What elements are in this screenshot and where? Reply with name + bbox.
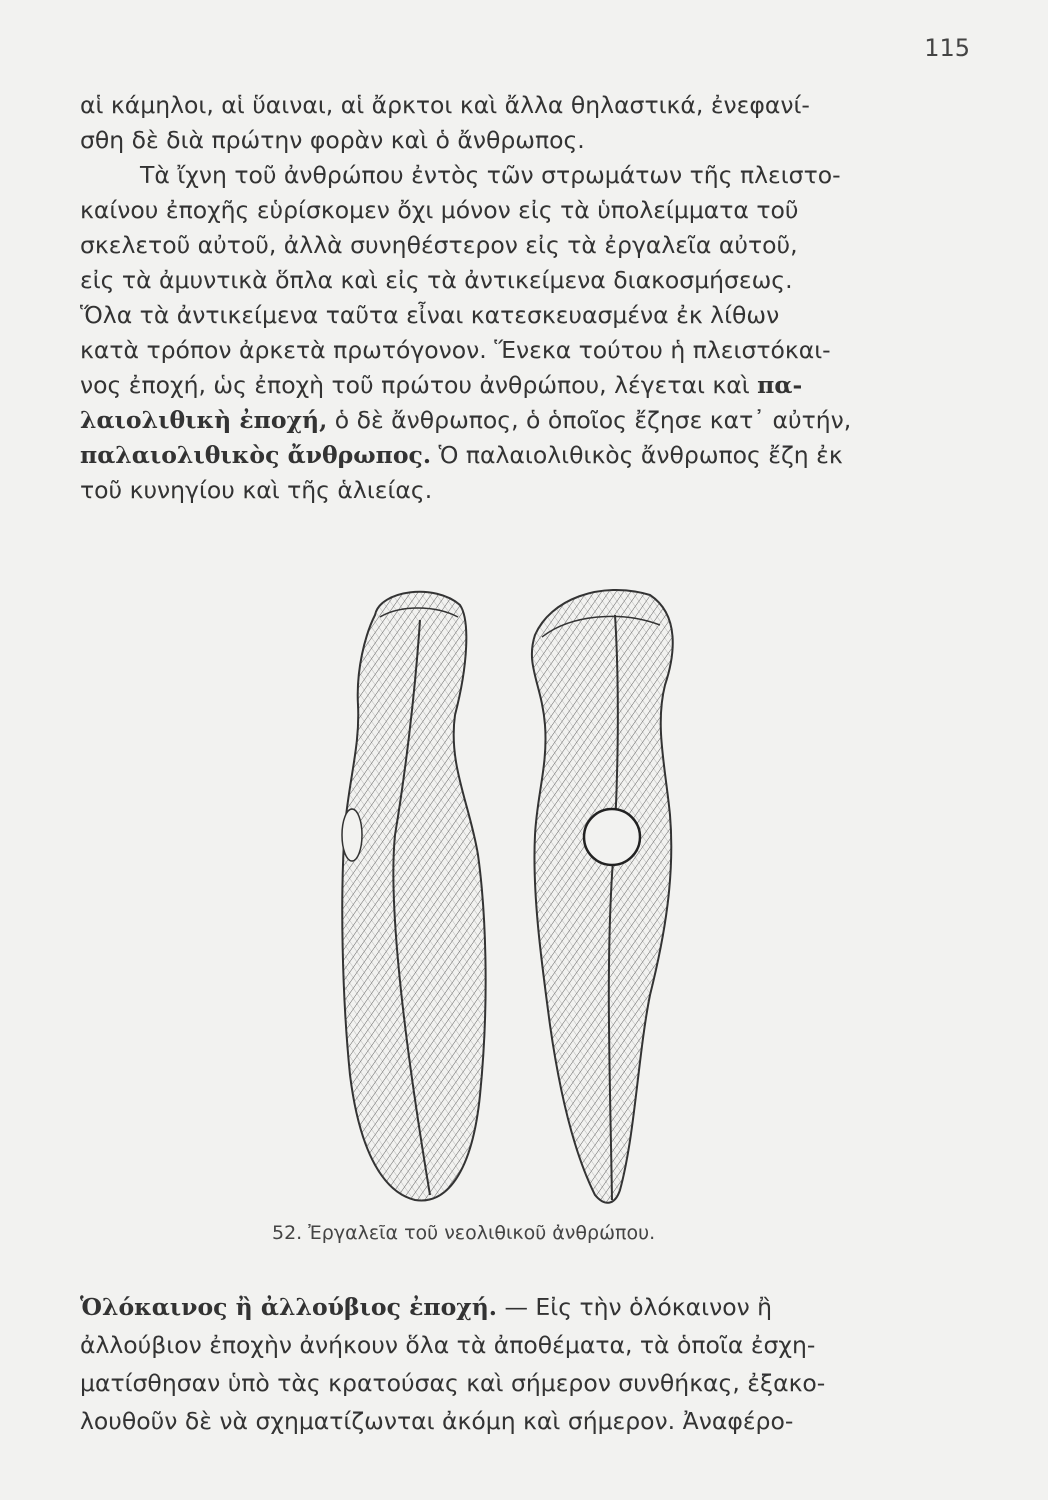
text-line	[80, 1288, 965, 1326]
text-run: Ὁ παλαιολιθικὸς ἄνθρωπος ἔζη ἐκ	[438, 441, 843, 469]
text-line: αἱ κάμηλοι, αἱ ὕαιναι, αἱ ἄρκτοι καὶ ἄλλα θηλαστικά, ἐνεφανί-	[80, 91, 810, 119]
text-line: κατὰ τρόπον ἀρκετὰ πρωτόγονον. Ἕνεκα τούτου ἡ πλειστόκαι-	[80, 336, 831, 364]
text-line: εἰς τὰ ἀμυντικὰ ὅπλα καὶ εἰς τὰ ἀντικείμενα διακοσμήσεως.	[80, 266, 793, 294]
section-heading: Ὁλόκαινος ἢ ἀλλούβιος ἐποχή.	[80, 1293, 497, 1321]
stone-tools-illustration	[320, 575, 700, 1225]
left-stone-tool	[342, 592, 486, 1201]
text-line: σκελετοῦ αὐτοῦ, ἀλλὰ συνηθέστερον εἰς τὰ ἐργαλεῖα αὐτοῦ,	[80, 231, 798, 259]
text-line: Τὰ ἴχνη τοῦ ἀνθρώπου ἐντὸς τῶν στρωμάτων τῆς πλειστο-	[140, 161, 841, 189]
text-line: ἀλλούβιον ἐποχὴν ἀνήκουν ὅλα τὰ ἀποθέματα, τὰ ὁποῖα ἐσχη-	[80, 1331, 816, 1359]
stone-tools-drawing	[320, 575, 700, 1225]
text-line: Ὅλα τὰ ἀντικείμενα ταῦτα εἶναι κατεσκευασμένα ἐκ λίθων	[80, 301, 780, 329]
figure-caption: 52. Ἐργαλεῖα τοῦ νεολιθικοῦ ἀνθρώπου.	[272, 1222, 656, 1244]
text-line	[80, 368, 980, 403]
body-text-top	[80, 88, 980, 508]
text-line: ματίσθησαν ὑπὸ τὰς κρατούσας καὶ σήμερον συνθήκας, ἐξακο-	[80, 1369, 826, 1397]
text-run: νος ἐποχή, ὡς ἐποχὴ τοῦ πρώτου ἀνθρώπου, λέγεται καὶ	[80, 371, 750, 399]
text-line: λουθοῦν δὲ νὰ σχηματίζωνται ἀκόμη καὶ σήμερον. Ἀναφέρο-	[80, 1407, 794, 1435]
text-line	[80, 438, 980, 473]
bold-term: λαιολιθικὴ ἐποχή,	[80, 406, 328, 434]
text-run: ὁ δὲ ἄνθρωπος, ὁ ὁποῖος ἔζησε κατ᾽ αὐτήν,	[334, 406, 852, 434]
bold-term: παλαιολιθικὸς ἄνθρωπος.	[80, 441, 431, 469]
body-text-bottom	[80, 1288, 965, 1440]
text-line: σθη δὲ διὰ πρώτην φορὰν καὶ ὁ ἄνθρωπος.	[80, 126, 585, 154]
bold-term: πα-	[757, 371, 803, 399]
text-run: — Εἰς τὴν ὁλόκαινον ἢ	[504, 1293, 773, 1321]
right-stone-tool	[532, 590, 673, 1203]
page-number: 115	[924, 34, 970, 62]
text-line: τοῦ κυνηγίου καὶ τῆς ἁλιείας.	[80, 476, 433, 504]
text-line	[80, 403, 980, 438]
text-line: καίνου ἐποχῆς εὑρίσκομεν ὄχι μόνον εἰς τὰ ὑπολείμματα τοῦ	[80, 196, 799, 224]
